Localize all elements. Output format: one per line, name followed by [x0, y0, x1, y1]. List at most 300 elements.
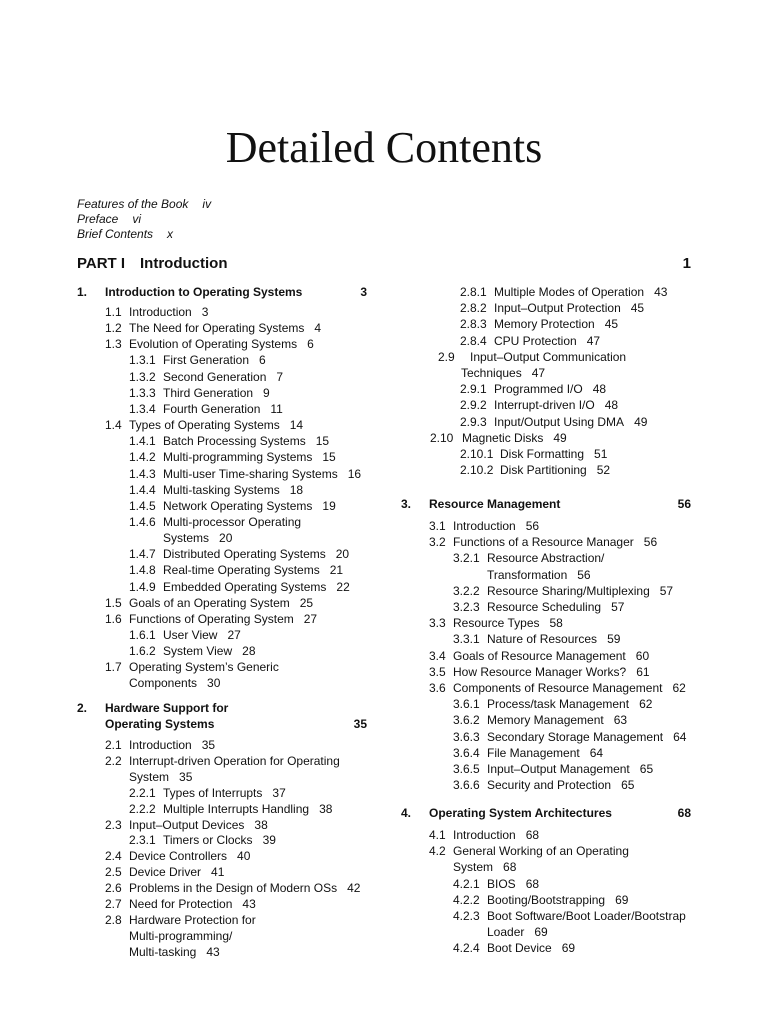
- entry-number: 2.10.2: [460, 463, 494, 478]
- entry-title: Input–Output Communication: [470, 349, 627, 364]
- toc-entry: [429, 827, 539, 843]
- toc-entry-continuation: [453, 924, 548, 940]
- chapter-title: Resource Management: [429, 497, 561, 511]
- entry-number: 2.9.3: [460, 414, 487, 429]
- entry-number: 1.6: [105, 611, 122, 626]
- toc-entry: [460, 333, 600, 349]
- entry-page: 7: [276, 369, 284, 384]
- toc-entry-continuation: [453, 567, 591, 583]
- entry-title: Resource Scheduling: [487, 600, 602, 614]
- entry-page: 15: [315, 434, 330, 449]
- entry-number: 3.5: [429, 664, 446, 679]
- chapter-heading: [77, 700, 367, 732]
- entry-number: 2.10: [430, 430, 454, 445]
- entry-number: 1.4.6: [129, 514, 156, 529]
- entry-number: 2.8.1: [460, 285, 487, 299]
- entry-number: 2.10.1: [460, 447, 494, 461]
- toc-entry: [453, 892, 628, 908]
- toc-entry: [429, 664, 650, 680]
- entry-page: 14: [289, 418, 304, 433]
- entry-title: Input–Output Devices: [129, 817, 245, 832]
- entry-title: System: [453, 860, 494, 875]
- entry-number: 1.4.4: [129, 482, 156, 497]
- entry-number: 1.3.3: [129, 385, 156, 400]
- part-title: Introduction: [140, 255, 228, 272]
- entry-page: 21: [329, 563, 344, 578]
- entry-page: 43: [206, 944, 220, 959]
- entry-title: Input–Output Management: [487, 762, 630, 776]
- entry-title: Device Driver: [129, 865, 202, 880]
- entry-title: Components of Resource Management: [453, 681, 663, 695]
- toc-entry: [453, 696, 652, 712]
- toc-entry: [105, 595, 313, 611]
- entry-page: 42: [347, 881, 361, 896]
- entry-number: 2.8.2: [460, 301, 487, 316]
- entry-number: 1.4.9: [129, 579, 156, 594]
- toc-entry: [105, 611, 317, 627]
- toc-entry: [460, 462, 610, 478]
- toc-entry: [105, 880, 360, 896]
- toc-entry: [453, 712, 627, 728]
- entry-title: Introduction: [453, 828, 516, 842]
- chapter-title: Operating Systems: [105, 717, 215, 731]
- toc-entry: [129, 546, 349, 562]
- toc-entry: [429, 534, 657, 550]
- entry-page: 40: [237, 849, 251, 864]
- entry-title: Goals of an Operating System: [129, 595, 290, 610]
- entry-number: 2.2.1: [129, 785, 156, 800]
- entry-title: First Generation: [163, 353, 250, 368]
- toc-entry: [105, 336, 314, 352]
- entry-number: 3.2.3: [453, 600, 480, 614]
- toc-entry: [453, 777, 634, 793]
- entry-number: 1.3.1: [129, 353, 156, 368]
- entry-page: 64: [589, 745, 604, 760]
- entry-number: 2.3.1: [129, 833, 156, 848]
- entry-title: Introduction: [129, 305, 192, 319]
- entry-title: Multi-programming/: [129, 928, 233, 943]
- entry-title: Distributed Operating Systems: [163, 547, 326, 562]
- entry-title: Types of Interrupts: [163, 785, 263, 800]
- toc-entry-continuation: [461, 365, 545, 381]
- entry-page: 16: [347, 466, 362, 481]
- entry-number: 2.4: [105, 849, 122, 864]
- entry-page: 9: [263, 385, 270, 400]
- toc-entry: [453, 729, 686, 745]
- toc-entry: [453, 908, 686, 924]
- chapter-number: 3.: [401, 497, 412, 511]
- entry-page: 69: [561, 941, 576, 956]
- page-title: Detailed Contents: [225, 123, 543, 172]
- entry-number: 3.4: [429, 648, 446, 663]
- toc-entry: [430, 430, 567, 446]
- entry-title: Resource Sharing/Multiplexing: [487, 583, 650, 598]
- entry-title: Batch Processing Systems: [163, 434, 306, 449]
- entry-number: 3.2.2: [453, 583, 480, 598]
- entry-number: 3.6.5: [453, 762, 480, 776]
- entry-page: 6: [259, 353, 266, 368]
- toc-entry: [429, 680, 686, 696]
- entry-title: Resource Abstraction/: [487, 551, 605, 566]
- entry-number: 3.2: [429, 535, 446, 550]
- entry-title: Transformation: [487, 567, 568, 582]
- entry-page: 56: [525, 519, 540, 533]
- entry-title: Fourth Generation: [163, 401, 261, 416]
- toc-entry: [429, 615, 563, 631]
- entry-title: How Resource Manager Works?: [453, 664, 627, 679]
- entry-title: Introduction: [129, 738, 192, 752]
- toc-entry: [129, 352, 266, 368]
- entry-number: 1.2: [105, 321, 122, 336]
- front-matter-label: Brief Contents: [77, 227, 154, 241]
- entry-title: Nature of Resources: [487, 632, 598, 647]
- front-matter-label: Features of the Book: [77, 197, 189, 211]
- entry-title: Magnetic Disks: [462, 430, 544, 445]
- entry-title: Problems in the Design of Modern OSs: [129, 881, 338, 896]
- toc-entry: [453, 940, 575, 956]
- entry-number: 3.6.2: [453, 713, 480, 728]
- toc-entry: [129, 498, 336, 514]
- toc-entry: [129, 579, 350, 595]
- toc-entry: [453, 745, 603, 761]
- toc-entry: [460, 397, 618, 413]
- entry-page: 59: [607, 632, 621, 647]
- entry-title: Third Generation: [163, 385, 254, 400]
- entry-title: Need for Protection: [129, 897, 233, 911]
- entry-number: 4.2.4: [453, 941, 480, 956]
- entry-page: 62: [639, 697, 653, 712]
- right-column: [401, 0, 691, 1024]
- entry-page: 47: [586, 333, 601, 348]
- toc-entry: [429, 648, 649, 664]
- entry-number: 3.1: [429, 519, 446, 533]
- entry-number: 4.2: [429, 844, 446, 859]
- entry-page: 15: [322, 450, 336, 465]
- chapter-page: 35: [353, 717, 367, 731]
- entry-title: Multi-user Time-sharing Systems: [163, 466, 338, 481]
- entry-number: 1.6.1: [129, 628, 156, 642]
- entry-title: Real-time Operating Systems: [163, 563, 320, 578]
- entry-page: 68: [525, 828, 540, 842]
- entry-page: 56: [643, 535, 658, 550]
- entry-number: 2.2: [105, 753, 122, 768]
- entry-title: The Need for Operating Systems: [129, 321, 305, 336]
- entry-page: 37: [272, 785, 286, 800]
- entry-number: 2.2.2: [129, 801, 156, 816]
- entry-number: 4.2.1: [453, 876, 480, 891]
- toc-entry: [105, 659, 279, 675]
- entry-page: 45: [604, 317, 619, 332]
- entry-title: Network Operating Systems: [163, 498, 313, 513]
- entry-number: 2.9.2: [460, 398, 487, 413]
- entry-title: Multi-tasking: [129, 944, 197, 959]
- entry-page: 57: [611, 600, 625, 614]
- entry-number: 2.3: [105, 817, 122, 832]
- toc-entry: [129, 401, 283, 417]
- toc-entry: [129, 832, 276, 848]
- toc-entry: [129, 801, 332, 817]
- entry-title: Evolution of Operating Systems: [129, 337, 298, 352]
- entry-title: Input/Output Using DMA: [494, 414, 625, 429]
- toc-entry-continuation: [105, 928, 232, 944]
- toc-entry: [129, 643, 256, 659]
- entry-page: 63: [613, 713, 628, 728]
- chapter-page: 68: [677, 806, 691, 820]
- entry-number: 2.5: [105, 865, 122, 880]
- entry-number: 2.8: [105, 912, 122, 927]
- entry-title: Systems: [163, 531, 210, 546]
- entry-page: 27: [227, 628, 241, 642]
- toc-entry: [129, 627, 241, 643]
- entry-number: 2.9.1: [460, 382, 487, 397]
- entry-title: CPU Protection: [494, 333, 577, 348]
- toc-entry-continuation: [105, 769, 192, 785]
- entry-title: Embedded Operating Systems: [163, 579, 327, 594]
- entry-page: 68: [525, 876, 540, 891]
- entry-page: 57: [659, 583, 674, 598]
- part-label: PART I: [77, 255, 126, 272]
- chapter-title: Operating System Architectures: [429, 806, 612, 820]
- entry-number: 1.7: [105, 660, 122, 675]
- entry-title: Interrupt-driven Operation for Operating: [129, 753, 340, 768]
- chapter-title: Hardware Support for: [105, 701, 229, 715]
- entry-page: 11: [270, 401, 283, 416]
- entry-title: Multi-tasking Systems: [163, 482, 280, 497]
- entry-title: User View: [163, 628, 218, 642]
- entry-page: 61: [636, 664, 650, 679]
- entry-page: 22: [336, 579, 350, 594]
- entry-page: 69: [615, 892, 629, 907]
- entry-title: Disk Formatting: [500, 447, 585, 461]
- entry-title: Timers or Clocks: [163, 833, 253, 848]
- entry-page: 65: [639, 762, 654, 776]
- entry-number: 2.9: [438, 349, 455, 364]
- entry-title: Hardware Protection for: [129, 912, 256, 927]
- entry-title: Secondary Storage Management: [487, 729, 664, 744]
- entry-title: System: [129, 769, 170, 784]
- entry-page: 49: [553, 430, 567, 445]
- entry-title: Boot Device: [487, 941, 552, 956]
- toc-entry: [453, 761, 653, 777]
- front-matter-page: vi: [132, 212, 142, 226]
- entry-title: System View: [163, 644, 233, 659]
- entry-title: Security and Protection: [487, 778, 612, 793]
- entry-number: 3.6.6: [453, 778, 480, 793]
- entry-title: Booting/Bootstrapping: [487, 892, 606, 907]
- entry-page: 48: [592, 382, 607, 397]
- toc-entry: [460, 300, 644, 316]
- entry-title: Techniques: [461, 366, 522, 380]
- toc-entry: [105, 417, 303, 433]
- entry-number: 1.4.8: [129, 563, 156, 578]
- entry-page: 69: [534, 925, 548, 940]
- toc-entry: [453, 599, 624, 615]
- entry-title: Memory Management: [487, 713, 604, 728]
- entry-title: Multiple Interrupts Handling: [163, 801, 310, 816]
- entry-number: 1.3: [105, 337, 122, 352]
- entry-page: 30: [207, 676, 221, 691]
- entry-page: 47: [531, 366, 546, 380]
- toc-entry: [105, 737, 215, 753]
- entry-number: 1.3.4: [129, 401, 156, 416]
- entry-page: 43: [242, 897, 256, 911]
- chapter-title: Introduction to Operating Systems: [105, 285, 303, 299]
- toc-entry: [129, 785, 286, 801]
- chapter-page: 56: [677, 497, 691, 511]
- entry-title: Functions of Operating System: [129, 611, 294, 626]
- entry-page: 20: [219, 531, 233, 546]
- entry-number: 2.6: [105, 881, 122, 896]
- entry-title: Device Controllers: [129, 849, 228, 864]
- chapter-number: 2.: [77, 701, 88, 715]
- toc-entry: [105, 864, 224, 880]
- entry-number: 2.8.3: [460, 317, 487, 332]
- entry-number: 2.1: [105, 738, 122, 752]
- toc-entry: [105, 912, 256, 928]
- entry-number: 1.4.5: [129, 498, 156, 513]
- entry-title: File Management: [487, 745, 580, 760]
- entry-page: 49: [634, 414, 648, 429]
- entry-title: Types of Operating Systems: [129, 418, 280, 433]
- entry-number: 1.4.3: [129, 466, 156, 481]
- front-matter-label: Preface: [77, 212, 119, 226]
- entry-page: 19: [322, 498, 336, 513]
- toc-entry: [105, 304, 208, 320]
- toc-entry: [129, 385, 270, 401]
- part-page: 1: [682, 255, 691, 272]
- entry-title: Functions of a Resource Manager: [453, 535, 634, 550]
- entry-page: 39: [262, 833, 276, 848]
- entry-page: 35: [179, 769, 193, 784]
- entry-page: 43: [654, 285, 668, 299]
- entry-number: 3.2.1: [453, 551, 480, 566]
- toc-entry: [429, 843, 629, 859]
- entry-page: 38: [254, 817, 268, 832]
- entry-page: 65: [621, 778, 635, 793]
- toc-entry: [129, 482, 303, 498]
- entry-page: 3: [201, 305, 209, 319]
- toc-entry: [429, 518, 539, 534]
- toc-entry: [460, 316, 618, 332]
- entry-page: 25: [299, 595, 314, 610]
- entry-title: General Working of an Operating: [453, 844, 629, 859]
- toc-entry: [453, 876, 539, 892]
- front-matter-page: iv: [202, 197, 212, 211]
- entry-page: 62: [672, 681, 686, 695]
- toc-entry-continuation: [429, 859, 516, 875]
- entry-title: Goals of Resource Management: [453, 648, 626, 663]
- entry-title: Input–Output Protection: [494, 301, 621, 316]
- entry-title: Multi-processor Operating: [163, 514, 302, 529]
- toc-entry: [105, 848, 250, 864]
- entry-number: 4.2.3: [453, 909, 480, 923]
- entry-page: 58: [549, 616, 563, 631]
- toc-entry: [129, 433, 329, 449]
- entry-number: 3.6.4: [453, 745, 480, 760]
- entry-title: Boot Software/Boot Loader/Bootstrap: [487, 909, 686, 923]
- entry-title: Interrupt-driven I/O: [494, 398, 595, 413]
- toc-entry-continuation: [105, 675, 220, 691]
- entry-page: 4: [314, 321, 322, 336]
- entry-page: 6: [307, 337, 314, 352]
- entry-title: Resource Types: [453, 616, 540, 631]
- entry-title: Second Generation: [163, 369, 267, 384]
- entry-number: 2.8.4: [460, 333, 487, 348]
- entry-page: 27: [303, 611, 318, 626]
- entry-number: 1.1: [105, 305, 122, 319]
- entry-title: BIOS: [487, 876, 516, 891]
- entry-page: 52: [596, 463, 611, 478]
- entry-page: 51: [594, 447, 608, 461]
- entry-title: Disk Partitioning: [500, 463, 587, 478]
- entry-number: 3.6.1: [453, 697, 480, 712]
- chapter-number: 1.: [77, 285, 88, 299]
- entry-page: 41: [211, 865, 225, 880]
- toc-entry: [105, 896, 256, 912]
- entry-title: Process/task Management: [487, 697, 630, 712]
- entry-number: 4.1: [429, 828, 446, 842]
- entry-number: 1.4.1: [129, 434, 156, 449]
- entry-page: 35: [201, 738, 216, 752]
- toc-entry: [129, 369, 283, 385]
- entry-title: Components: [129, 676, 198, 691]
- entry-number: 4.2.2: [453, 892, 480, 907]
- toc-entry: [460, 284, 667, 300]
- entry-number: 1.5: [105, 595, 122, 610]
- toc-entry: [460, 381, 606, 397]
- entry-page: 48: [604, 398, 619, 413]
- toc-entry: [453, 583, 673, 599]
- front-matter-page: x: [167, 227, 174, 241]
- entry-number: 3.6: [429, 681, 446, 695]
- entry-title: Multi-programming Systems: [163, 450, 313, 465]
- entry-number: 1.4.7: [129, 547, 156, 562]
- chapter-number: 4.: [401, 806, 412, 820]
- left-column: [77, 0, 367, 1024]
- toc-entry: [129, 466, 361, 482]
- toc-entry: [438, 349, 626, 365]
- entry-page: 18: [289, 482, 304, 497]
- entry-page: 20: [335, 547, 350, 562]
- entry-number: 3.3.1: [453, 632, 480, 647]
- entry-number: 2.7: [105, 897, 122, 911]
- entry-number: 3.6.3: [453, 729, 480, 744]
- entry-page: 28: [242, 644, 256, 659]
- entry-page: 64: [673, 729, 687, 744]
- entry-title: Programmed I/O: [494, 382, 583, 397]
- entry-number: 1.4.2: [129, 450, 156, 465]
- toc-entry: [453, 631, 620, 647]
- toc-entry-continuation: [129, 530, 232, 546]
- entry-page: 60: [635, 648, 650, 663]
- entry-title: Loader: [487, 925, 525, 940]
- entry-title: Multiple Modes of Operation: [494, 285, 645, 299]
- entry-title: Introduction: [453, 519, 516, 533]
- entry-number: 1.4: [105, 418, 122, 433]
- toc-entry: [460, 446, 607, 462]
- entry-number: 1.3.2: [129, 369, 156, 384]
- toc-entry: [129, 562, 343, 578]
- entry-title: Memory Protection: [494, 317, 595, 332]
- toc-entry: [129, 514, 301, 530]
- toc-entry: [105, 753, 340, 769]
- toc-entry-continuation: [105, 944, 220, 960]
- chapter-page: 3: [360, 285, 367, 299]
- entry-number: 3.3: [429, 616, 446, 631]
- entry-page: 56: [577, 567, 591, 582]
- toc-entry: [105, 320, 321, 336]
- toc-entry: [105, 817, 268, 833]
